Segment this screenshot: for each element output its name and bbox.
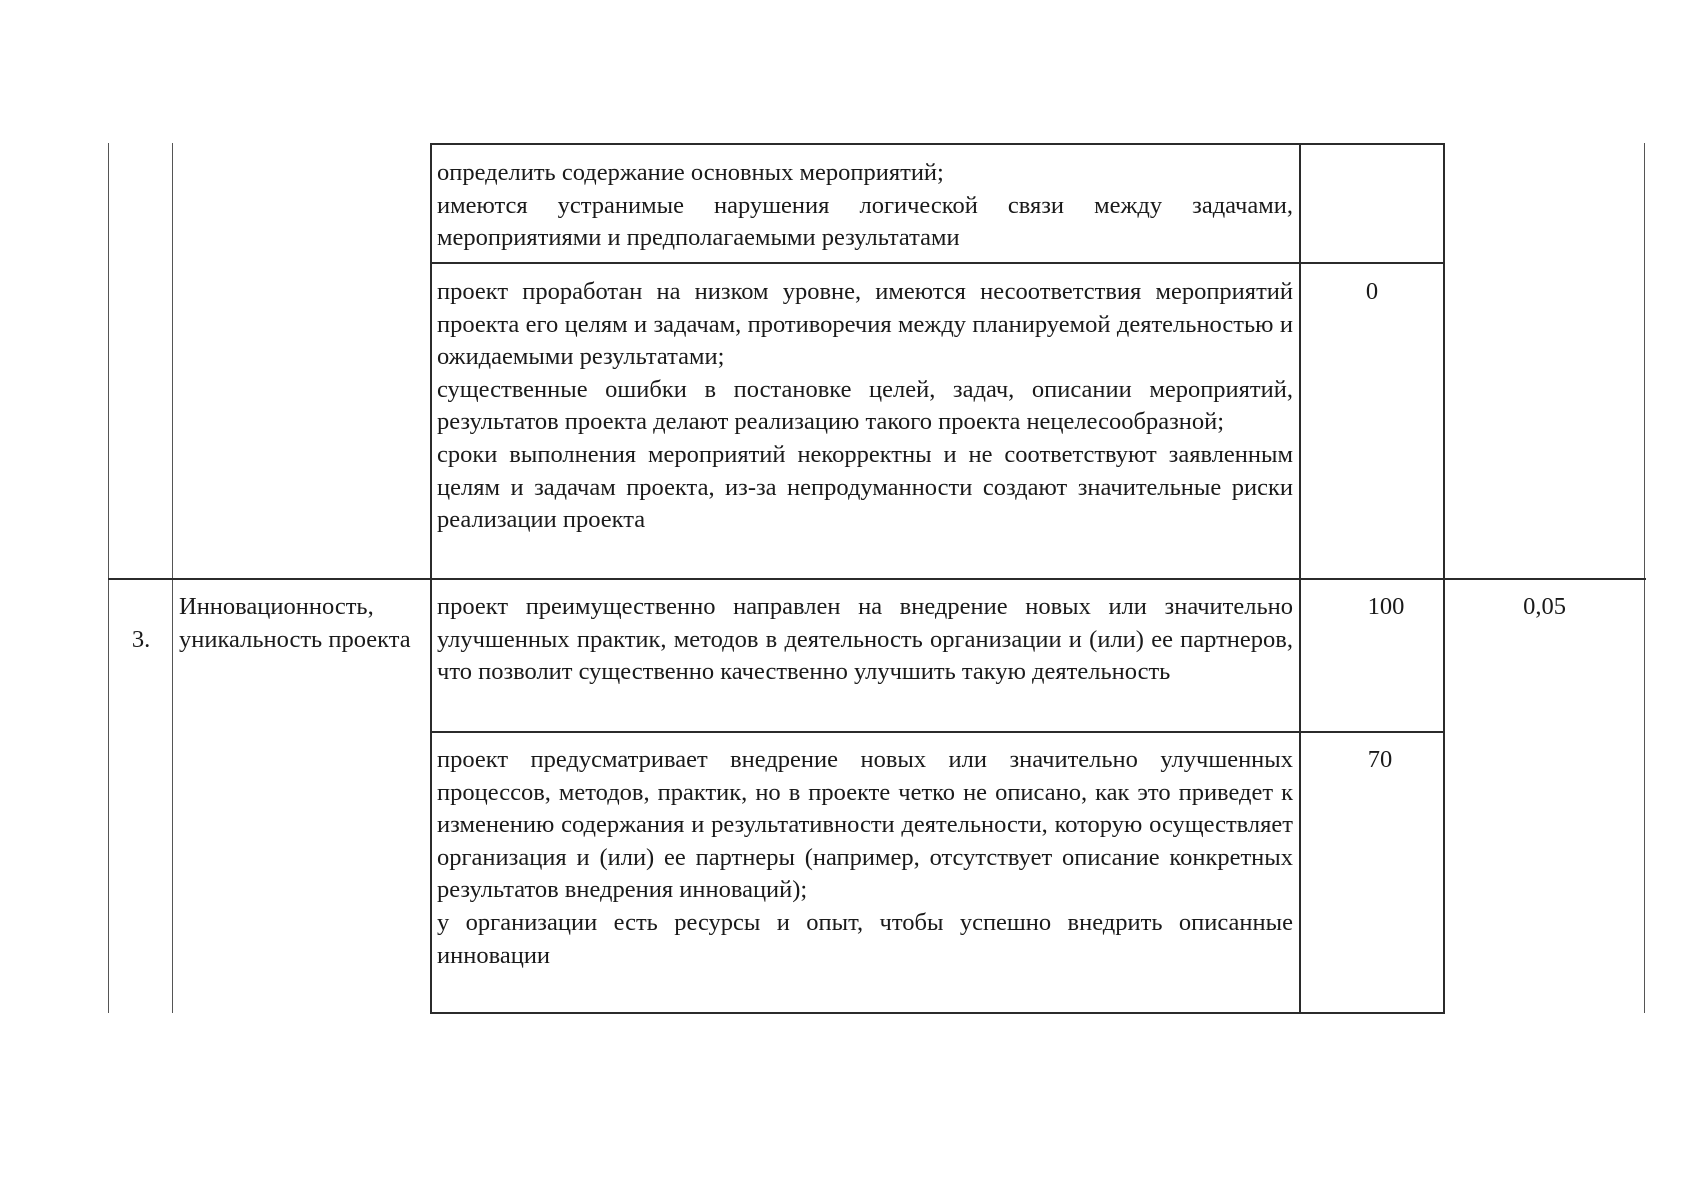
option-paragraph: у организации есть ресурсы и опыт, чтобы успешно внедрить описанные инновации xyxy=(437,908,1293,969)
option-paragraph: сроки выполнения мероприятий некорректны и не соответствуют заявленным целям и задачам проекта, из-за непродуманности создают значительные риски реализации проекта xyxy=(437,440,1293,534)
option-description-cell xyxy=(437,744,1293,972)
criterion-name: Инновационность, уникальность проекта xyxy=(179,593,411,653)
option-paragraph: имеются устранимые нарушения логической связи между задачами, мероприятиями и предполагаемыми результатами xyxy=(437,191,1293,252)
option-paragraph: проект преимущественно направлен на внедрение новых или значительно улучшенных практик, методов в деятельность организации и (или) ее партнеров, что позволит существенно качественно улучшить такую деятельность xyxy=(437,593,1293,686)
row-border-section xyxy=(108,578,1646,580)
row-border-bottom xyxy=(430,1012,1445,1014)
option-paragraph: проект проработан на низком уровне, имеются несоответствия мероприятий проекта его целям и задачам, противоречия между планируемой деятельностью и ожидаемыми результатами; xyxy=(437,278,1293,371)
row-border-top xyxy=(430,143,1445,145)
option-score: 70 xyxy=(1367,746,1393,773)
row-border-option-2 xyxy=(430,731,1445,733)
criterion-weight: 0,05 xyxy=(1523,593,1566,620)
option-paragraph: проект предусматривает внедрение новых или значительно улучшенных процессов, методов, практик, но в проекте четко не описано, как это приведет к изменению содержания и результативности деятельности, которую осуществляет организация и (или) ее партнеры (например, отсутствует описание конкретных результатов внедрения инноваций); xyxy=(437,746,1293,904)
row-border-option-1 xyxy=(430,262,1445,264)
option-description-cell xyxy=(437,157,1293,255)
option-score: 100 xyxy=(1367,593,1405,620)
option-paragraph: определить содержание основных мероприятий; xyxy=(437,159,944,186)
row-number: 3. xyxy=(131,626,151,653)
option-paragraph: существенные ошибки в постановке целей, задач, описании мероприятий, результатов проекта делают реализацию такого проекта нецелесообразной; xyxy=(437,375,1293,436)
option-score: 0 xyxy=(1365,278,1379,305)
option-description-cell xyxy=(437,276,1293,537)
option-description-cell xyxy=(437,591,1293,689)
